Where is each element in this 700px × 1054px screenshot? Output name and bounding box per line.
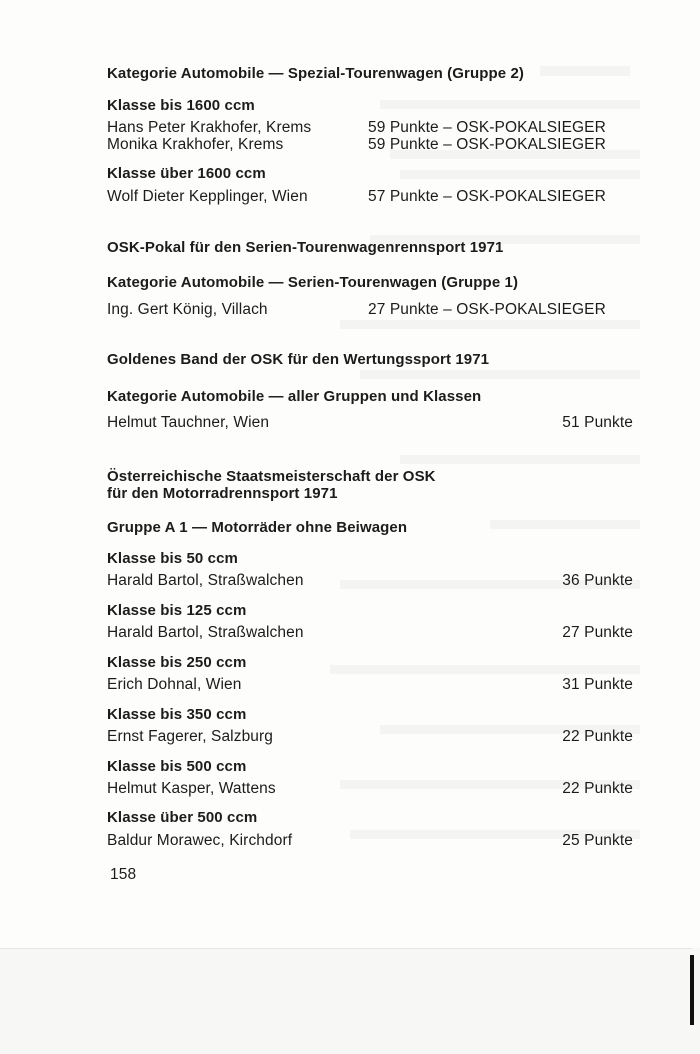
section-heading: Kategorie Automobile — aller Gruppen und Klassen — [107, 388, 482, 405]
entry-name: Ing. Gert König, Villach — [107, 301, 268, 318]
entry-name: Hans Peter Krakhofer, Krems — [107, 119, 312, 136]
entry-name: Baldur Morawec, Kirchdorf — [107, 832, 293, 849]
entry-result: 25 Punkte — [562, 832, 633, 849]
class-heading: Klasse bis 250 ccm — [107, 654, 247, 671]
entry-name: Harald Bartol, Straßwalchen — [107, 624, 304, 641]
class-heading: Klasse bis 350 ccm — [107, 706, 247, 723]
edge-shadow-bar — [690, 955, 694, 1025]
class-heading: Klasse über 1600 ccm — [107, 165, 266, 182]
section-title: für den Motorradrennsport 1971 — [107, 485, 338, 502]
entry-result: 22 Punkte — [562, 780, 633, 797]
entry-name: Harald Bartol, Straßwalchen — [107, 572, 304, 589]
group-heading: Gruppe A 1 — Motorräder ohne Beiwagen — [107, 519, 408, 536]
entry-result: 36 Punkte — [562, 572, 633, 589]
class-heading: Klasse bis 1600 ccm — [107, 97, 255, 114]
class-heading: Klasse bis 125 ccm — [107, 602, 247, 619]
entry-result: 59 Punkte – OSK-POKALSIEGER — [368, 136, 606, 153]
entry-result: 22 Punkte — [562, 728, 633, 745]
class-heading: Klasse bis 50 ccm — [107, 550, 238, 567]
section-title: Goldenes Band der OSK für den Wertungssport 1971 — [107, 351, 490, 368]
section-title: Österreichische Staatsmeisterschaft der OSK — [107, 468, 436, 485]
entry-name: Helmut Kasper, Wattens — [107, 780, 276, 797]
entry-result: 27 Punkte — [562, 624, 633, 641]
entry-name: Ernst Fagerer, Salzburg — [107, 728, 273, 745]
entry-result: 27 Punkte – OSK-POKALSIEGER — [368, 301, 606, 318]
entry-result: 59 Punkte – OSK-POKALSIEGER — [368, 119, 606, 136]
entry-name: Erich Dohnal, Wien — [107, 676, 242, 693]
entry-result: 57 Punkte – OSK-POKALSIEGER — [368, 188, 606, 205]
entry-name: Wolf Dieter Kepplinger, Wien — [107, 188, 308, 205]
section-title: OSK-Pokal für den Serien-Tourenwagenrennsport 1971 — [107, 239, 504, 256]
entry-result: 51 Punkte — [562, 414, 633, 431]
section-heading: Kategorie Automobile — Spezial-Tourenwagen (Gruppe 2) — [107, 65, 525, 82]
page-edge-line — [0, 948, 692, 949]
page-bottom-shade — [0, 948, 700, 1054]
class-heading: Klasse bis 500 ccm — [107, 758, 247, 775]
entry-result: 31 Punkte — [562, 676, 633, 693]
page-number: 158 — [110, 866, 137, 883]
entry-name: Helmut Tauchner, Wien — [107, 414, 270, 431]
entry-name: Monika Krakhofer, Krems — [107, 136, 284, 153]
section-heading: Kategorie Automobile — Serien-Tourenwagen (Gruppe 1) — [107, 274, 519, 291]
class-heading: Klasse über 500 ccm — [107, 809, 258, 826]
